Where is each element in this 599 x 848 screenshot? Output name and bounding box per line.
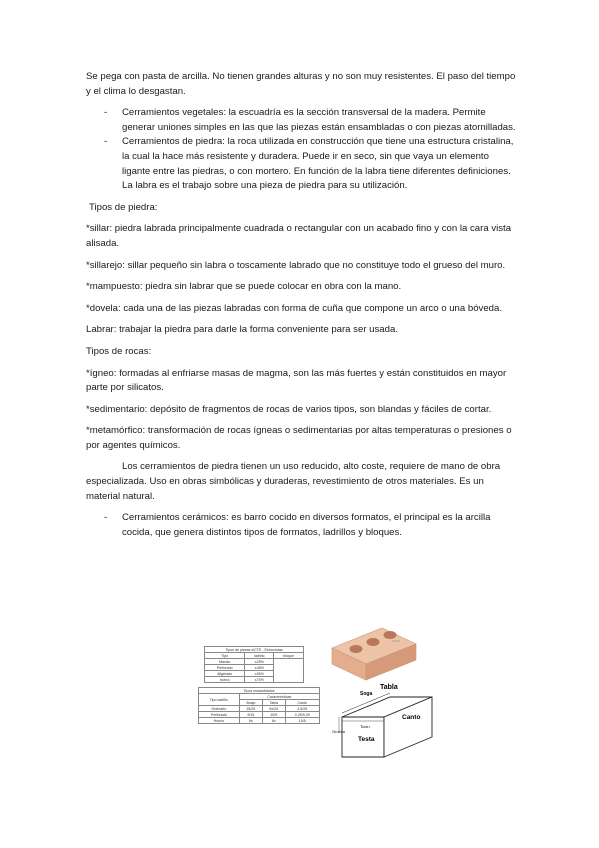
- table-cell: 5x/25: [262, 706, 285, 712]
- table-caption: Tipos de piezas s/CTE - Estructuras: [205, 647, 304, 653]
- table-cell: 6x: [262, 718, 285, 724]
- brick-hole-2: [367, 638, 380, 646]
- list-item-piedra: [86, 135, 516, 193]
- list-item-vegetales: [86, 106, 516, 135]
- paragraph-sillar: *sillar: piedra labrada principalmente cuadrada o rectangular con un acabado fino y con la cara vista alisada.: [86, 223, 512, 249]
- table-cell: 6x: [239, 718, 262, 724]
- brick-faces-diagram: [332, 675, 438, 765]
- heading-tipos-piedra: Tipos de piedra:: [89, 201, 158, 213]
- table-row: [199, 718, 320, 724]
- table-cell: 15/25: [239, 706, 262, 712]
- label-grueso: Grueso: [332, 729, 346, 734]
- table-cell: Perforado: [199, 712, 240, 718]
- table-cell: ≤55%: [245, 671, 274, 677]
- paragraph-dovela: *dovela: cada una de las piezas labradas con forma de cuña que compone un arco o una bóveda.: [86, 302, 503, 314]
- bullet-dash: -: [104, 107, 108, 119]
- bullet-dash: -: [104, 512, 108, 524]
- table-header-cell: Canto: [285, 700, 319, 706]
- list-item-ceramicos: [86, 511, 516, 540]
- table-cell: Macizo: [205, 659, 245, 665]
- table-cell: 3,5/25: [285, 706, 319, 712]
- table-cell: 10/5: [285, 718, 319, 724]
- table-cell: 9/15: [239, 712, 262, 718]
- table-cell: ≤70%: [245, 677, 274, 683]
- brick-formats-table: [198, 687, 320, 724]
- table-cell: hueco: [205, 677, 245, 683]
- table-header-cell: Tipo: [205, 653, 245, 659]
- label-canto: Canto: [402, 714, 421, 721]
- paragraph-igneo: *ígneo: formadas al enfriarse masas de magma, son las más fuertes y están constituidos en mayor parte por silicatos.: [86, 367, 507, 394]
- table-header-cell: Tipo ladrillo: [199, 694, 240, 706]
- label-tizon: Tizón: [360, 724, 370, 729]
- document-body: [86, 70, 516, 540]
- brick-hole-3: [384, 631, 397, 639]
- table-caption: Tipos ensamblados: [199, 688, 320, 694]
- paragraph-labrar: Labrar: trabajar la piedra para darle la forma conveniente para ser usada.: [86, 324, 398, 336]
- label-tabla: Tabla: [380, 684, 398, 691]
- bullet-dash: -: [104, 136, 108, 148]
- table-header-cell: ladrillo: [245, 653, 274, 659]
- table-cell: Hueco: [199, 718, 240, 724]
- heading-tipos-rocas: Tipos de rocas:: [86, 345, 152, 357]
- table-cell: ≤45%: [245, 665, 274, 671]
- table-cell: 10/9: [262, 712, 285, 718]
- table-header-cell: Tabla: [262, 700, 285, 706]
- paragraph-mampuesto: *mampuesto: piedra sin labrar que se puede colocar en obra con la mano.: [86, 281, 402, 293]
- table-cell: Perforado: [205, 665, 245, 671]
- paragraph-sillarejo: *sillarejo: sillar pequeño sin labra o toscamente labrado que no constituye todo el grueso del muro.: [86, 259, 506, 271]
- paragraph-cerramientos-piedra-summary: Los cerramientos de piedra tienen un uso reducido, alto coste, requiere de mano de obra especializada. Uso en obras simbólicas y duraderas, revestimiento de otros materiales. Es un material natural.: [86, 461, 501, 502]
- figures-area: [0, 620, 599, 770]
- label-soga: Soga: [360, 691, 373, 697]
- bullet-text-piedra: Cerramientos de piedra: la roca utilizada en construcción que tiene una estructura cristalina, la cual la hace más resistente y duradera. Puede ir en seco, sin que vaya un elemento ligante entre las piedras, o con mortero. En función de la labra tiene diferentes definiciones. La labra es el trabajo sobre una pieza de piedra para su utilización.: [122, 136, 514, 192]
- table-header-cell: Abajo: [239, 700, 262, 706]
- bullet-text-ceramicos: Cerramientos cerámicos: es barro cocido en diversos formatos, el principal es la arcilla cocida, que genera distintos tipos de formatos, ladrillos y bloques.: [122, 512, 491, 538]
- table-cell: [274, 659, 304, 683]
- label-testa: Testa: [358, 736, 375, 743]
- bullet-text-vegetales: Cerramientos vegetales: la escuadría es la sección transversal de la madera. Permite generar uniones simples en las que las piezas están ensambladas o con piezas atornilladas.: [122, 107, 516, 133]
- table-header-cell: Características: [239, 694, 319, 700]
- brick-types-table: [204, 646, 304, 683]
- paragraph-sedimentario: *sedimentario: depósito de fragmentos de rocas de varios tipos, son blandas y fáciles de cortar.: [86, 403, 492, 415]
- brick-hole-1: [350, 645, 363, 653]
- table-cell: ≤25%: [245, 659, 274, 665]
- table-cell: 0,25/9,25: [285, 712, 319, 718]
- table-header-cell: bloque: [274, 653, 304, 659]
- paragraph-intro: Se pega con pasta de arcilla. No tienen grandes alturas y no son muy resistentes. El paso del tiempo y el clima lo desgastan.: [86, 71, 516, 97]
- paragraph-metamorfico: *metamórfico: transformación de rocas ígneas o sedimentarias por altas temperaturas o presiones o por agentes químicos.: [86, 425, 512, 451]
- table-cell: Aligerado: [205, 671, 245, 677]
- brick-types-table-figure: [198, 646, 320, 758]
- table-cell: Ordinario: [199, 706, 240, 712]
